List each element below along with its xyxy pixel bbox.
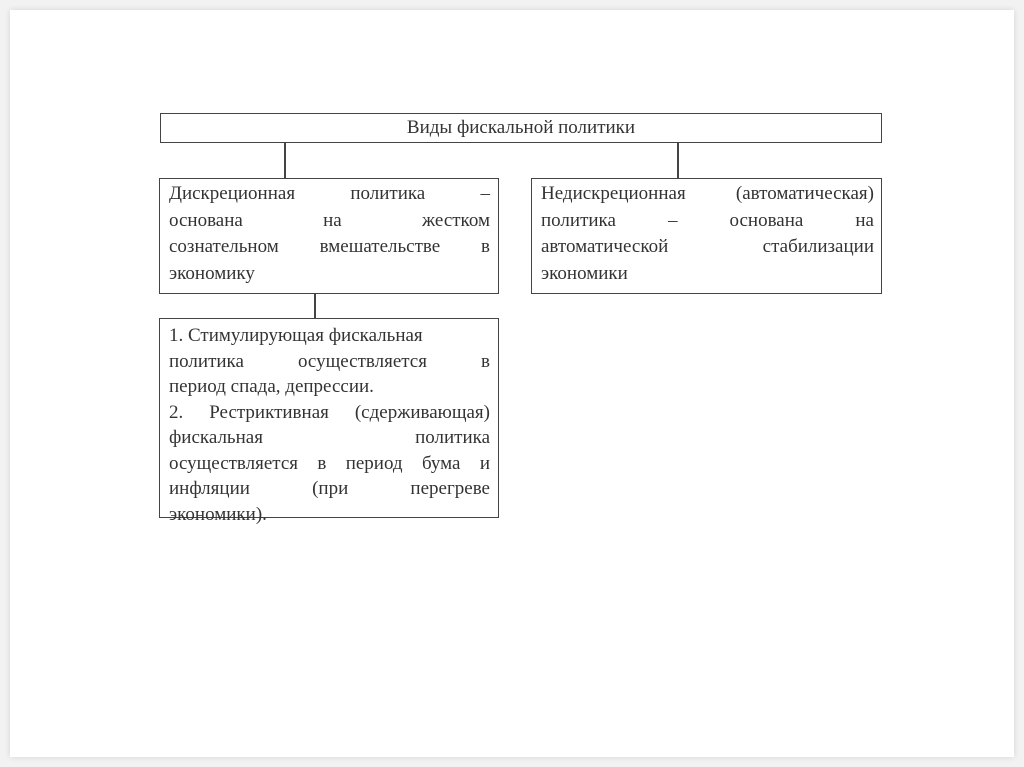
types-line-7: инфляции (при перегреве — [169, 478, 490, 499]
nondiscretionary-line-4: экономики — [541, 262, 628, 284]
types-line-5: фискальная политика — [169, 427, 490, 448]
discretionary-line-4: экономику — [169, 262, 255, 284]
nondiscretionary-line-1: Недискреционная (автоматическая) — [541, 183, 874, 204]
nondiscretionary-line-2: политика – основана на — [541, 209, 874, 231]
discretionary-line-1: Дискреционная политика – — [169, 183, 490, 204]
discretionary-policy-box — [159, 178, 499, 294]
types-line-8: экономики). — [169, 503, 267, 525]
diagram-title-box — [160, 113, 882, 143]
types-line-2: политика осуществляется в — [169, 350, 490, 372]
types-line-4: 2. Рестриктивная (сдерживающая) — [169, 401, 490, 423]
connector-title-right — [677, 143, 679, 178]
types-line-3: период спада, депрессии. — [169, 376, 374, 397]
discretionary-line-2: основана на жестком — [169, 209, 490, 231]
nondiscretionary-policy-box — [531, 178, 882, 294]
connector-left-bottom — [314, 294, 316, 318]
discretionary-line-3: сознательном вмешательстве в — [169, 236, 490, 257]
types-line-1: 1. Стимулирующая фискальная — [169, 325, 423, 346]
diagram-title: Виды фискальной политики — [406, 117, 636, 138]
discretionary-types-box — [159, 318, 499, 525]
nondiscretionary-line-3: автоматической стабилизации — [541, 236, 874, 257]
connector-title-left — [284, 143, 286, 178]
types-line-6: осуществляется в период бума и — [169, 452, 490, 474]
